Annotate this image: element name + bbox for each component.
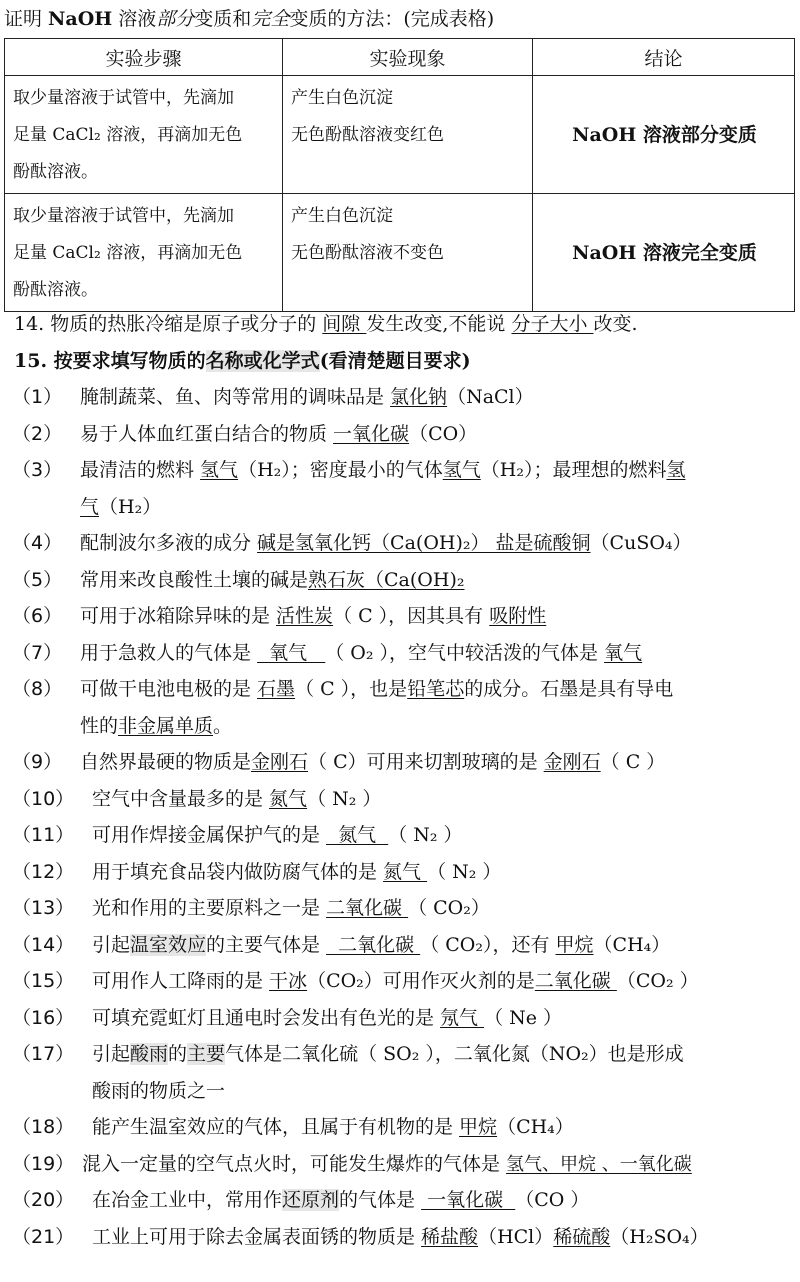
- item-answer: 二氧化碳: [326, 897, 409, 919]
- item-7: [0, 635, 800, 672]
- item-text: 最清洁的燃料: [80, 459, 201, 481]
- item-number: （3）: [12, 459, 63, 481]
- item-text: 用于急救人的气体是: [80, 641, 258, 664]
- item-text: 常用来改良酸性土壤的碱是: [80, 568, 309, 591]
- item-answer: 石墨: [257, 678, 296, 700]
- item-number: （16）: [12, 1006, 75, 1029]
- item-12: [0, 854, 800, 891]
- item-text: （CH₄）: [593, 933, 671, 956]
- item-text: 性的: [80, 714, 119, 737]
- item-text: 酸雨的物质之一: [92, 1079, 226, 1102]
- item-answer: 金刚石: [543, 751, 601, 773]
- row2-step-line: 取少量溶液于试管中，先滴加: [13, 206, 234, 226]
- row1-step-line: 酚酞溶液。: [13, 162, 98, 182]
- item-text: （ C ），也是: [295, 678, 408, 700]
- item-answer: 吸附性: [489, 605, 547, 627]
- item-13: [0, 890, 800, 927]
- item-text: （ C ）: [600, 751, 666, 773]
- item-8: [0, 671, 800, 708]
- item-11: [0, 817, 800, 854]
- item-text: （CO₂ ）: [616, 970, 699, 992]
- item-number: （9）: [12, 751, 63, 773]
- item-answer: 二氧化碳: [326, 933, 421, 956]
- item-text: 用于填充食品袋内做防腐气体的是: [92, 860, 384, 883]
- item-number: （14）: [12, 933, 75, 956]
- item-17: [0, 1036, 800, 1073]
- item-text: 可填充霓虹灯且通电时会发出有色光的是: [92, 1006, 441, 1029]
- item-answer: 铅笔芯: [407, 678, 465, 700]
- item-text: 的成分。石墨是具有导电: [464, 678, 674, 700]
- item-answer: 氮气: [269, 787, 308, 810]
- item-9: [0, 744, 800, 781]
- item-answer: 金刚石: [251, 751, 309, 773]
- question-15: [0, 343, 800, 380]
- item-text: 在冶金工业中，常用作: [92, 1189, 283, 1211]
- question-list: [0, 306, 800, 1255]
- intro-partial: 部分: [156, 8, 195, 30]
- item-14: [0, 927, 800, 964]
- item-answer: 活性炭: [276, 605, 334, 627]
- intro-suffix: 变质的方法：(完成表格): [289, 8, 495, 30]
- item-text: （ N₂ ）: [307, 787, 382, 810]
- item-answer: 氧气: [604, 641, 643, 664]
- row2-steps: [5, 194, 283, 312]
- item-text: 引起: [92, 933, 131, 956]
- row1-conclusion: NaOH 溶液部分变质: [533, 76, 795, 194]
- item-answer: 甲烷: [555, 933, 594, 956]
- q15-text: (看清楚题目要求): [319, 349, 471, 372]
- item-1: [0, 379, 800, 416]
- item-2: [0, 416, 800, 453]
- row2-conclusion: NaOH 溶液完全变质: [533, 194, 795, 312]
- intro-solution: 溶液: [112, 8, 157, 30]
- item-19: [0, 1146, 800, 1183]
- item-answer: 气: [80, 495, 100, 518]
- header-conclusion: 结论: [533, 39, 795, 76]
- row2-obs-line: 产生白色沉淀: [291, 206, 393, 226]
- item-number: （8）: [12, 678, 63, 700]
- item-highlight: 酸雨: [130, 1043, 169, 1065]
- item-number: （12）: [12, 860, 75, 883]
- item-answer: 氮气: [326, 824, 389, 846]
- item-text: （CH₄）: [497, 1116, 574, 1138]
- item-text: （CO₂）可用作灭火剂的是: [307, 970, 535, 992]
- header-observations: 实验现象: [283, 39, 533, 76]
- item-text: 腌制蔬菜、鱼、肉等常用的调味品是: [80, 386, 391, 408]
- item-highlight: 还原剂: [282, 1189, 340, 1211]
- item-answer: 一氧化碳: [421, 1189, 516, 1211]
- item-20: [0, 1182, 800, 1219]
- item-15: [0, 963, 800, 1000]
- item-text: （ CO₂）: [408, 897, 490, 919]
- item-answer: 氢气: [200, 459, 239, 481]
- row2-observations: [283, 194, 533, 312]
- item-text: （ O₂ ），空气中较活泼的气体是: [325, 641, 605, 664]
- item-answer: 氢气: [442, 459, 481, 481]
- item-text: （H₂）；最理想的燃料: [480, 459, 667, 481]
- item-text: 气体是二氧化硫（ SO₂ ），二氧化氮（NO₂）也是形成: [225, 1043, 684, 1065]
- item-number: （19）: [12, 1152, 75, 1175]
- item-21: [0, 1219, 800, 1256]
- q14-answer: 分子大小: [511, 313, 594, 335]
- item-answer: 碱是氢氧化钙（Ca(OH)₂） 盐是硫酸铜: [257, 532, 591, 554]
- intro-prefix: 证明: [4, 8, 49, 30]
- item-18: [0, 1109, 800, 1146]
- item-number: （17）: [12, 1043, 75, 1065]
- item-text: 光和作用的主要原料之一是: [92, 897, 327, 919]
- table-header-row: [5, 39, 795, 76]
- item-text: 的: [168, 1043, 188, 1065]
- item-answer: 甲烷: [459, 1116, 498, 1138]
- item-text: 可做干电池电极的是: [80, 678, 258, 700]
- item-highlight: 温室效应: [130, 933, 207, 956]
- item-5: [0, 562, 800, 599]
- item-answer: 一氧化碳: [333, 422, 410, 445]
- item-text: （ C ），因其具有: [333, 605, 490, 627]
- row1-step-line: 足量 CaCl₂ 溶液，再滴加无色: [13, 125, 243, 145]
- item-number: （1）: [12, 386, 63, 408]
- item-text: 自然界最硬的物质是: [80, 751, 252, 773]
- q14-answer: 间隙: [322, 313, 367, 335]
- item-number: （10）: [12, 787, 75, 810]
- item-16: [0, 1000, 800, 1037]
- item-6: [0, 598, 800, 635]
- item-number: （11）: [12, 824, 75, 846]
- item-answer: 干冰: [269, 970, 308, 992]
- item-text: （CO）: [409, 422, 478, 445]
- row1-observations: [283, 76, 533, 194]
- question-14: [0, 306, 800, 343]
- item-text: 可用作人工降雨的是: [92, 970, 270, 992]
- item-text: （ C）可用来切割玻璃的是: [308, 751, 544, 773]
- item-number: （4）: [12, 532, 63, 554]
- item-10: [0, 781, 800, 818]
- item-answer: 稀硫酸: [553, 1225, 611, 1248]
- item-number: （6）: [12, 605, 63, 627]
- item-text: （NaCl）: [447, 386, 534, 408]
- item-4: [0, 525, 800, 562]
- item-answer: 非金属单质: [118, 714, 214, 737]
- item-text: （H₂SO₄）: [610, 1225, 709, 1248]
- item-number: （5）: [12, 568, 63, 591]
- item-3: [0, 452, 800, 489]
- item-text: 混入一定量的空气点火时，可能发生爆炸的气体是: [82, 1152, 507, 1175]
- item-number: （7）: [12, 641, 63, 664]
- intro-naoh: NaOH: [48, 8, 113, 30]
- row2-obs-line: 无色酚酞溶液不变色: [291, 243, 444, 263]
- item-answer: 氢: [666, 459, 686, 481]
- item-8-continued: [0, 708, 800, 745]
- item-text: （HCl）: [478, 1225, 554, 1248]
- item-answer: 氢气、甲烷 、一氧化碳: [506, 1153, 692, 1175]
- item-text: 的气体是: [339, 1189, 422, 1211]
- intro-complete: 完全: [251, 8, 290, 30]
- item-text: （CO ）: [515, 1189, 590, 1211]
- item-text: 。: [213, 714, 233, 737]
- q15-text: 15. 按要求填写物质的: [14, 349, 206, 372]
- q14-text: 14. 物质的热胀冷缩是原子或分子的: [14, 313, 323, 335]
- item-text: 的主要气体是: [206, 933, 327, 956]
- item-number: （21）: [12, 1225, 75, 1248]
- q14-text: 改变.: [593, 313, 638, 335]
- item-text: 易于人体血红蛋白结合的物质: [80, 422, 334, 445]
- item-number: （15）: [12, 970, 75, 992]
- row2-step-line: 酚酞溶液。: [13, 280, 98, 300]
- item-answer: 氧气: [257, 641, 326, 664]
- item-answer: 稀盐酸: [421, 1225, 479, 1248]
- item-3-continued: [0, 489, 800, 526]
- item-number: （13）: [12, 897, 75, 919]
- table-row: [5, 76, 795, 194]
- item-text: 引起: [92, 1043, 131, 1065]
- item-17-continued: [0, 1073, 800, 1110]
- item-text: （ N₂ ）: [427, 860, 502, 883]
- item-text: （ Ne ）: [484, 1006, 563, 1029]
- item-text: （ CO₂），还有: [420, 933, 556, 956]
- item-text: 配制波尔多液的成分: [80, 532, 258, 554]
- item-answer: 熟石灰（Ca(OH)₂: [308, 568, 465, 591]
- item-text: 可用于冰箱除异味的是: [80, 605, 277, 627]
- item-number: （20）: [12, 1189, 75, 1211]
- row1-steps: [5, 76, 283, 194]
- item-number: （18）: [12, 1116, 75, 1138]
- header-steps: 实验步骤: [5, 39, 283, 76]
- item-text: （ N₂ ）: [388, 824, 463, 846]
- intro-line: [4, 4, 796, 34]
- row1-step-line: 取少量溶液于试管中，先滴加: [13, 88, 234, 108]
- row1-obs-line: 无色酚酞溶液变红色: [291, 125, 444, 145]
- experiment-table: [4, 38, 795, 312]
- table-row: [5, 194, 795, 312]
- intro-and: 变质和: [194, 8, 252, 30]
- row1-obs-line: 产生白色沉淀: [291, 88, 393, 108]
- item-text: 空气中含量最多的是: [92, 787, 270, 810]
- item-text: 可用作焊接金属保护气的是: [92, 824, 327, 846]
- q14-text: 发生改变,不能说: [366, 313, 512, 335]
- item-text: （H₂）；密度最小的气体: [238, 459, 443, 481]
- item-text: （CuSO₄）: [590, 532, 692, 554]
- q15-highlight: 名称或化学式: [205, 349, 320, 372]
- item-answer: 氖气: [440, 1006, 485, 1029]
- item-answer: 二氧化碳: [534, 970, 617, 992]
- item-answer: 氯化钠: [390, 386, 448, 408]
- item-highlight: 主要: [187, 1043, 226, 1065]
- item-number: （2）: [12, 422, 63, 445]
- item-text: 能产生温室效应的气体，且属于有机物的是: [92, 1116, 460, 1138]
- row2-step-line: 足量 CaCl₂ 溶液，再滴加无色: [13, 243, 243, 263]
- item-text: 工业上可用于除去金属表面锈的物质是: [92, 1225, 422, 1248]
- item-answer: 氮气: [383, 860, 428, 883]
- item-text: （H₂）: [99, 495, 162, 518]
